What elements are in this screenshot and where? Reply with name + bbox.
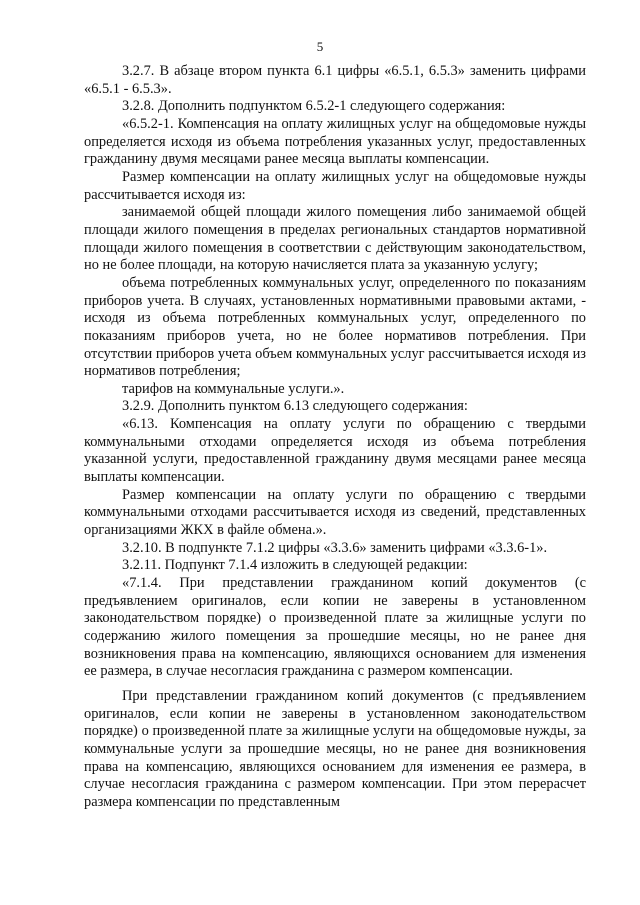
paragraph-3-2-7: 3.2.7. В абзаце втором пункта 6.1 цифры «6.5.1, 6.5.3» заменить цифрами «6.5.1 - 6.5.3». [84,63,586,97]
paragraph-6-13: «6.13. Компенсация на оплату услуги по обращению с твердыми коммунальными отходами определяется исходя из объема потребления указанной услуги, предоставленной гражданину двумя месяцами ранее месяца выплаты компенсации. [84,416,586,486]
paragraph-compensation-size: Размер компенсации на оплату жилищных услуг на общедомовые нужды рассчитывается исходя из: [84,168,586,203]
paragraph-3-2-10: 3.2.10. В подпункте 7.1.2 цифры «3.3.6» заменить цифрами «3.3.6-1». [122,539,548,556]
page-number: 5 [316,39,324,54]
paragraph-3-2-11: 3.2.11. Подпункт 7.1.4 изложить в следующей редакции: [122,557,468,574]
paragraph-3-2-9: 3.2.9. Дополнить пунктом 6.13 следующего содержания: [122,398,468,415]
document-body [84,63,586,812]
paragraph-3-2-8: 3.2.8. Дополнить подпунктом 6.5.2-1 следующего содержания: [122,98,506,115]
paragraph-copies-submission: При представлении гражданином копий документов (с предъявлением оригиналов, если копии не заверены в установленном законодательством порядке) о произведенной плате за жилищные услуги на общедомовые нужды, за коммунальные услуги за прошедшие месяцы, но не ранее дня возникновения права на компенсацию, являющихся основанием для изменения ее размера, в случае несогласия гражданина с размером компенсации. При этом перерасчет размера компенсации по представленным [84,687,586,810]
paragraph-6-5-2-1: «6.5.2-1. Компенсация на оплату жилищных услуг на общедомовые нужды определяется исходя из объема потребления указанных услуг, предоставленных гражданину двумя месяцами ранее месяца выплаты компенсации. [84,115,586,168]
paragraph-7-1-4: «7.1.4. При представлении гражданином копий документов (с предъявлением оригиналов, если копии не заверены в установленном законодательством порядке) о произведенной плате за жилищные услуги по содержанию жилого помещения за прошедшие месяцы, но не ранее дня возникновения права на компенсацию, являющихся основанием для изменения ее размера, в случае несогласия гражданина с размером компенсации. [84,575,586,680]
paragraph-waste-compensation-size: Размер компенсации на оплату услуги по обращению с твердыми коммунальными отходами рассчитывается исходя из сведений, представленных организациями ЖКХ в файле обмена.». [84,486,586,539]
paragraph-occupied-area: занимаемой общей площади жилого помещения либо занимаемой общей площади жилого помещения в пределах региональных стандартов нормативной площади жилого помещения в соответствии с действующим законодательством, но не более площади, на которую начисляется плата за указанную услугу; [84,204,586,274]
paragraph-consumed-volume: объема потребленных коммунальных услуг, определенного по показаниям приборов учета. В случаях, установленных нормативными правовыми актами, - исходя из объема потребленных коммунальных услуг, определенного по показаниям приборов учета, но не более нормативов потребления. При отсутствии приборов учета объем коммунальных услуг рассчитывается исходя из нормативов потребления; [84,274,586,380]
paragraph-tariffs: тарифов на коммунальные услуги.». [122,380,345,397]
